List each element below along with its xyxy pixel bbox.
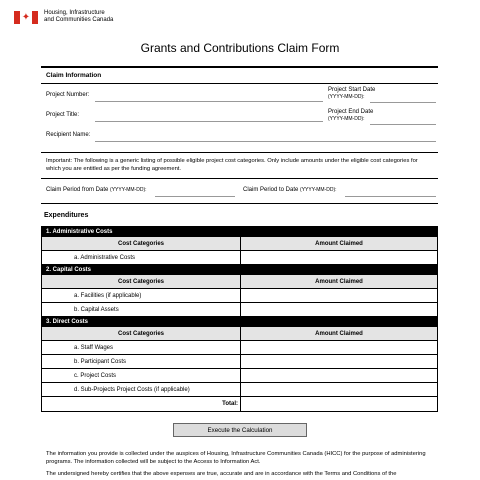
important-notice: Important: The following is a generic listing of possible eligible project cost categories. Only include amounts under the eligible cost categories for which you are entitled as per the funding agreement.: [46, 158, 418, 172]
table-row: [42, 251, 437, 265]
section-header-direct: 3. Direct Costs: [42, 317, 437, 327]
expenditures-table: [41, 226, 438, 412]
table-row: [42, 303, 437, 317]
claim-period-to-text: Claim Period to Date: [243, 187, 299, 193]
amount-input-administrative[interactable]: [241, 251, 437, 264]
end-date-label-text: Project End Date: [328, 109, 374, 115]
col-header-categories: Cost Categories: [42, 327, 241, 340]
amount-input-project-costs[interactable]: [241, 369, 437, 382]
project-title-field[interactable]: [95, 121, 323, 122]
cost-category-label: b. Participant Costs: [42, 355, 241, 368]
project-start-date-field[interactable]: [370, 102, 436, 103]
section-divider: [41, 152, 438, 153]
col-header-amount: Amount Claimed: [315, 330, 363, 337]
column-header-row: [42, 237, 437, 251]
column-header-row: [42, 327, 437, 341]
project-end-date-label: [328, 109, 373, 123]
start-date-label-text: Project Start Date: [328, 87, 376, 93]
recipient-name-field[interactable]: [95, 141, 436, 142]
project-start-date-label: [328, 87, 375, 101]
cost-category-label: a. Staff Wages: [42, 341, 241, 354]
expenditures-heading: Expenditures: [44, 212, 89, 219]
claim-period-from-field[interactable]: [155, 196, 235, 197]
table-row: [42, 289, 437, 303]
col-header-amount: Amount Claimed: [315, 240, 363, 247]
section-header-capital: 2. Capital Costs: [42, 265, 437, 275]
cost-category-label: a. Facilities (if applicable): [42, 289, 241, 302]
department-name-line1: Housing, Infrastructure: [44, 10, 105, 16]
project-number-field[interactable]: [95, 101, 323, 102]
maple-leaf-flag-icon: ✦: [14, 11, 38, 24]
amount-input-participant-costs[interactable]: [241, 355, 437, 368]
table-row: [42, 369, 437, 383]
department-name-line2: and Communities Canada: [44, 17, 114, 23]
department-name: [44, 10, 113, 24]
claim-period-from-text: Claim Period from Date: [46, 187, 109, 193]
form-title: Grants and Contributions Claim Form: [140, 41, 340, 55]
table-row: [42, 383, 437, 397]
claim-period-to-hint: (YYYY-MM-DD):: [300, 187, 337, 193]
amount-input-capital-assets[interactable]: [241, 303, 437, 316]
cost-category-label: d. Sub-Projects Project Costs (if applicable): [42, 383, 241, 396]
section-header-administrative: 1. Administrative Costs: [42, 227, 437, 237]
section-divider: [41, 83, 438, 84]
cost-category-label: c. Project Costs: [42, 369, 241, 382]
claim-period-from-hint: (YYYY-MM-DD):: [110, 187, 147, 193]
claim-information-heading: Claim Information: [46, 72, 102, 79]
col-header-amount: Amount Claimed: [315, 278, 363, 285]
claim-period-to-label: [243, 187, 337, 194]
table-row: [42, 341, 437, 355]
start-date-format-hint: (YYYY-MM-DD):: [328, 94, 365, 100]
column-header-row: [42, 275, 437, 289]
amount-input-staff-wages[interactable]: [241, 341, 437, 354]
section-divider: [41, 66, 438, 68]
claim-period-from-label: [46, 187, 147, 194]
claim-period-to-field[interactable]: [345, 196, 436, 197]
project-title-label: Project Title:: [46, 112, 80, 118]
project-number-label: Project Number:: [46, 92, 90, 98]
end-date-format-hint: (YYYY-MM-DD):: [328, 116, 365, 122]
cost-category-label: b. Capital Assets: [42, 303, 241, 316]
amount-input-facilities[interactable]: [241, 289, 437, 302]
table-row: [42, 355, 437, 369]
privacy-notice: The information you provide is collected under the auspices of Housing, Infrastructure Communities Canada (HICC) for the purpose of administering programs. The information collected will be subject to the Access to Information Act.: [46, 451, 426, 465]
total-row: [42, 397, 437, 411]
total-label: Total:: [42, 397, 241, 411]
certification-notice: The undersigned hereby certifies that the above expenses are true, accurate and are in accordance with the Terms and Conditions of the: [46, 471, 397, 477]
section-divider: [41, 178, 438, 179]
cost-category-label: a. Administrative Costs: [42, 251, 241, 264]
recipient-name-label: Recipient Name:: [46, 132, 91, 138]
execute-calculation-button[interactable]: Execute the Calculation: [173, 423, 307, 437]
amount-input-sub-projects[interactable]: [241, 383, 437, 396]
total-amount-field[interactable]: [241, 397, 437, 411]
section-divider: [41, 203, 438, 204]
col-header-categories: Cost Categories: [42, 275, 241, 288]
col-header-categories: Cost Categories: [42, 237, 241, 250]
agency-header: [14, 10, 113, 30]
project-end-date-field[interactable]: [370, 124, 436, 125]
